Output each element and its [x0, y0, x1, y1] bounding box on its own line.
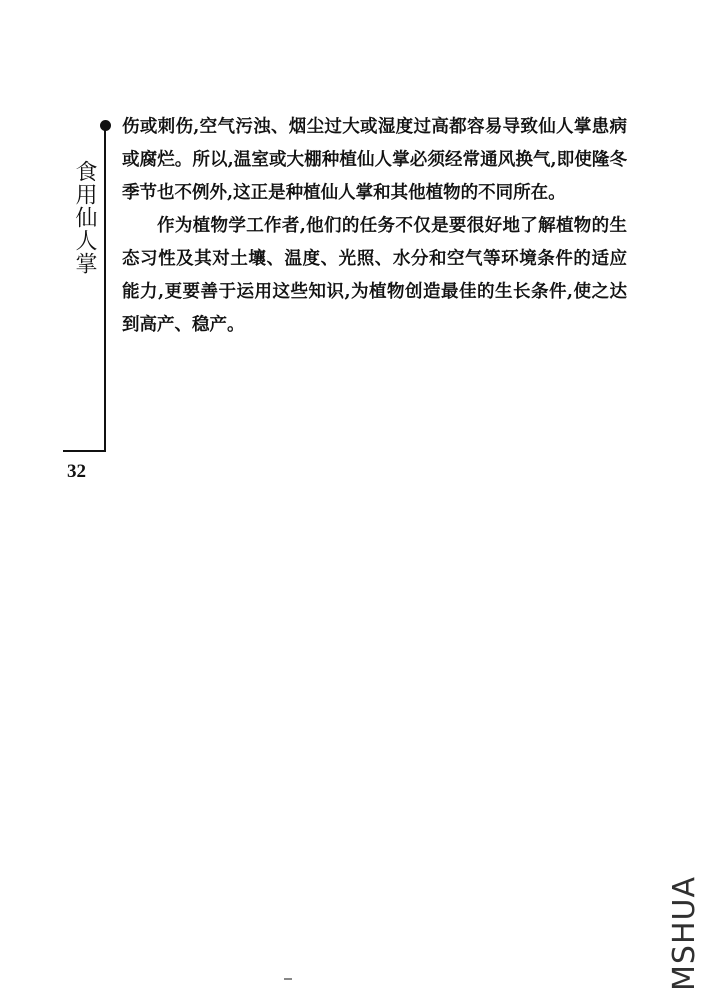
watermark: MSHUA [667, 876, 702, 991]
margin-vertical-rule [104, 128, 106, 452]
body-text [122, 111, 627, 342]
margin-horizontal-rule [63, 450, 106, 452]
running-title: 食用仙人掌 [72, 160, 97, 275]
paragraph-continued: 伤或刺伤,空气污浊、烟尘过大或湿度过高都容易导致仙人掌患病或腐烂。所以,温室或大棚种植仙人掌必须经常通风换气,即使隆冬季节也不例外,这正是种植仙人掌和其他植物的不同所在。 [122, 117, 627, 203]
page-number: 32 [67, 461, 86, 482]
paragraph: 作为植物学工作者,他们的任务不仅是要很好地了解植物的生态习性及其对土壤、温度、光照、水分和空气等环境条件的适应能力,更要善于运用这些知识,为植物创造最佳的生长条件,使之达到高产、稳产。 [122, 216, 627, 335]
scan-artifact [284, 978, 292, 980]
